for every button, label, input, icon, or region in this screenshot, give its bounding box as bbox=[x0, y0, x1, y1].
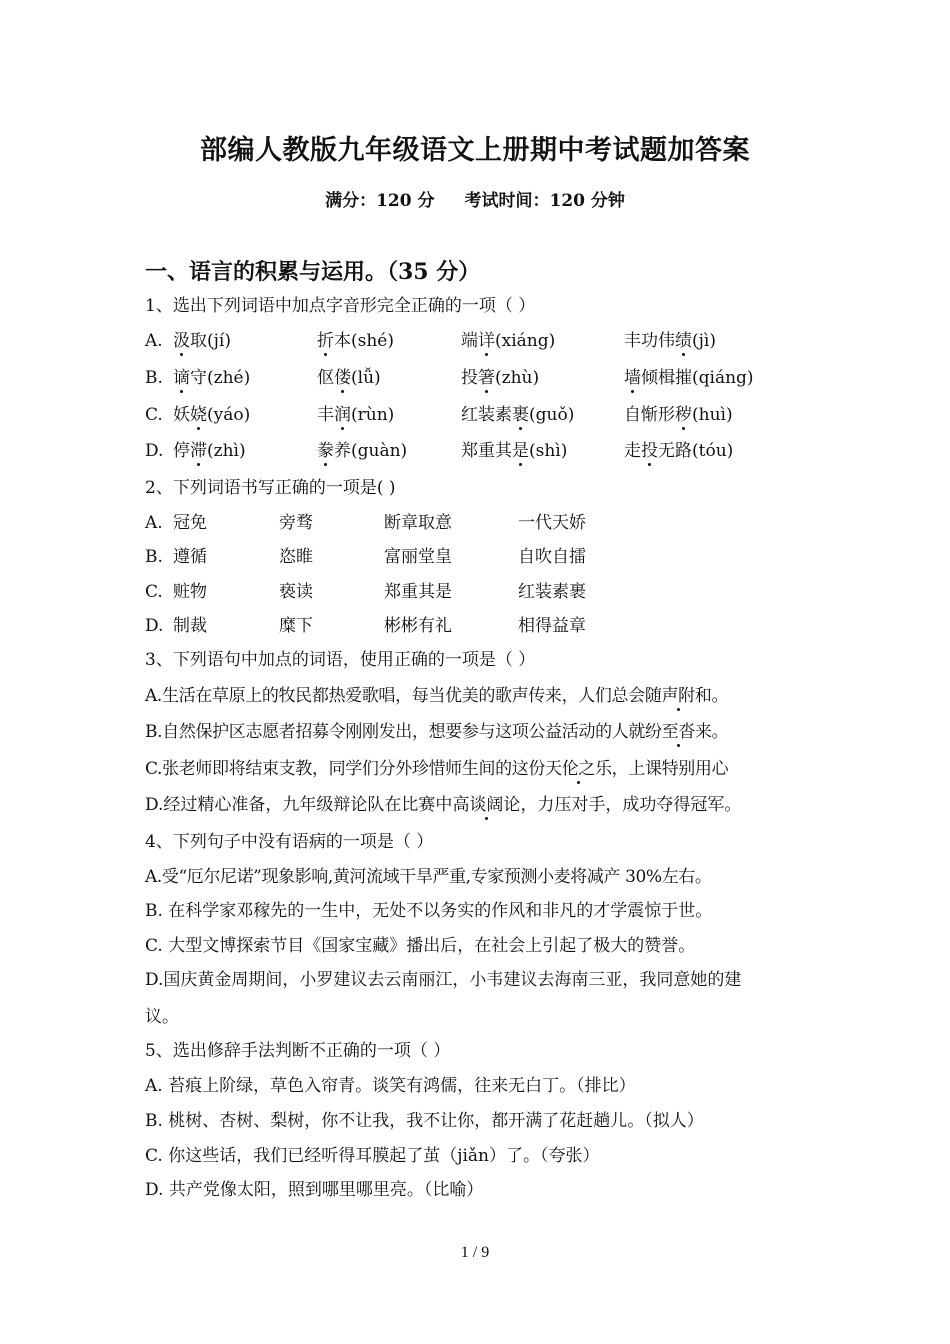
q2-word: 赃物 bbox=[173, 582, 207, 602]
q2-word: 制裁 bbox=[173, 616, 207, 636]
q2-word: 红装素裹 bbox=[518, 582, 586, 602]
q2-word: 自吹自擂 bbox=[518, 547, 586, 567]
question-5-stem: 5、选出修辞手法判断不正确的一项（ ） bbox=[145, 1041, 451, 1061]
q4-option-c: C. 大型文博探索节目《国家宝藏》播出后，在社会上引起了极大的赞誉。 bbox=[145, 936, 696, 956]
q1-option-b-label: B. bbox=[145, 368, 163, 388]
q1-option-a-item: 丰功伟绩(jì) bbox=[624, 331, 716, 351]
q2-option-label: C. bbox=[145, 582, 163, 602]
q3-option-a: A.生活在草原上的牧民都热爱歌唱，每当优美的歌声传来，人们总会随声附和。 bbox=[145, 686, 729, 706]
q3-option-c: C.张老师即将结束支教，同学们分外珍惜师生间的这份天伦之乐，上课特别用心 bbox=[145, 759, 729, 779]
q5-option-b: B. 桃树、杏树、梨树，你不让我，我不让你，都开满了花赶趟儿。（拟人） bbox=[145, 1111, 704, 1131]
q4-option-b: B. 在科学家邓稼先的一生中，无处不以务实的作风和非凡的才学震惊于世。 bbox=[145, 901, 713, 921]
q1-option-c-item: 自惭形秽(huì) bbox=[624, 405, 733, 425]
question-4-stem: 4、下列句子中没有语病的一项是（ ） bbox=[145, 832, 434, 852]
q1-option-b-item: 投箸(zhù) bbox=[461, 368, 540, 388]
q3-option-d: D.经过精心准备，九年级辩论队在比赛中高谈阔论，力压对手，成功夺得冠军。 bbox=[145, 795, 742, 815]
q1-option-b-item: 伛偻(lǚ) bbox=[317, 368, 381, 388]
q1-option-d-item: 走投无路(tóu) bbox=[624, 441, 734, 461]
exam-title: 部编人教版九年级语文上册期中考试题加答案 bbox=[200, 135, 750, 166]
q2-word: 旁骛 bbox=[279, 513, 313, 533]
q1-option-c-item: 丰润(rùn) bbox=[317, 405, 395, 425]
q1-option-d-item: 郑重其是(shì) bbox=[461, 441, 568, 461]
q2-word: 恣睢 bbox=[279, 547, 313, 567]
question-3-stem: 3、下列语句中加点的词语，使用正确的一项是（ ） bbox=[145, 650, 536, 670]
full-score: 满分：120 分 bbox=[325, 191, 435, 211]
q2-word: 富丽堂皇 bbox=[384, 547, 452, 567]
q2-word: 糜下 bbox=[279, 616, 313, 636]
score-info bbox=[0, 186, 950, 211]
q1-option-a-item: 端详(xiáng) bbox=[461, 331, 556, 351]
q2-word: 相得益章 bbox=[518, 616, 586, 636]
q2-word: 彬彬有礼 bbox=[384, 616, 452, 636]
q4-option-d-continued: 议。 bbox=[145, 1007, 179, 1027]
q1-option-a-label: A. bbox=[145, 331, 163, 351]
question-2-stem: 2、下列词语书写正确的一项是( ) bbox=[145, 478, 396, 498]
q2-option-label: B. bbox=[145, 547, 163, 567]
q1-option-b-item: 墙倾楫摧(qiáng) bbox=[624, 368, 754, 388]
q1-option-d-item: 停滞(zhì) bbox=[173, 441, 246, 461]
q2-word: 一代天娇 bbox=[518, 513, 586, 533]
q1-option-c-item: 红装素裹(guǒ) bbox=[461, 405, 575, 425]
q2-word: 遵循 bbox=[173, 547, 207, 567]
q2-option-label: A. bbox=[145, 513, 163, 533]
q2-option-label: D. bbox=[145, 616, 164, 636]
q5-option-c: C. 你这些话，我们已经听得耳膜起了茧（jiǎn）了。（夸张） bbox=[145, 1146, 600, 1166]
q1-option-a-item: 汲取(jí) bbox=[173, 331, 231, 351]
q2-word: 断章取意 bbox=[384, 513, 452, 533]
q1-option-c-item: 妖娆(yáo) bbox=[173, 405, 251, 425]
q1-option-a-item: 折本(shé) bbox=[317, 331, 394, 351]
q4-option-a: A.受“厄尔尼诺”现象影响,黄河流域干旱严重,专家预测小麦将减产 30%左右。 bbox=[145, 867, 712, 887]
q2-word: 亵读 bbox=[279, 582, 313, 602]
q1-option-b-item: 谪守(zhé) bbox=[173, 368, 251, 388]
q3-option-b: B.自然保护区志愿者招募令刚刚发出，想要参与这项公益活动的人就纷至沓来。 bbox=[145, 722, 729, 742]
page-number: 1 / 9 bbox=[460, 1244, 490, 1261]
q4-option-d: D.国庆黄金周期间，小罗建议去云南丽江，小韦建议去海南三亚，我同意她的建 bbox=[145, 970, 742, 990]
question-1-stem: 1、选出下列词语中加点字音形完全正确的一项（ ） bbox=[145, 296, 536, 316]
q5-option-a: A. 苔痕上阶绿，草色入帘青。谈笑有鸿儒，往来无白丁。（排比） bbox=[145, 1076, 636, 1096]
q5-option-d: D. 共产党像太阳，照到哪里哪里亮。（比喻） bbox=[145, 1180, 484, 1200]
q2-word: 郑重其是 bbox=[384, 582, 452, 602]
section-heading: 一、语言的积累与运用。（35 分） bbox=[145, 259, 481, 285]
exam-time: 考试时间：120 分钟 bbox=[464, 191, 625, 211]
q1-option-d-item: 豢养(guàn) bbox=[317, 441, 408, 461]
q1-option-d-label: D. bbox=[145, 441, 164, 461]
q1-option-c-label: C. bbox=[145, 405, 163, 425]
q2-word: 冠免 bbox=[173, 513, 207, 533]
